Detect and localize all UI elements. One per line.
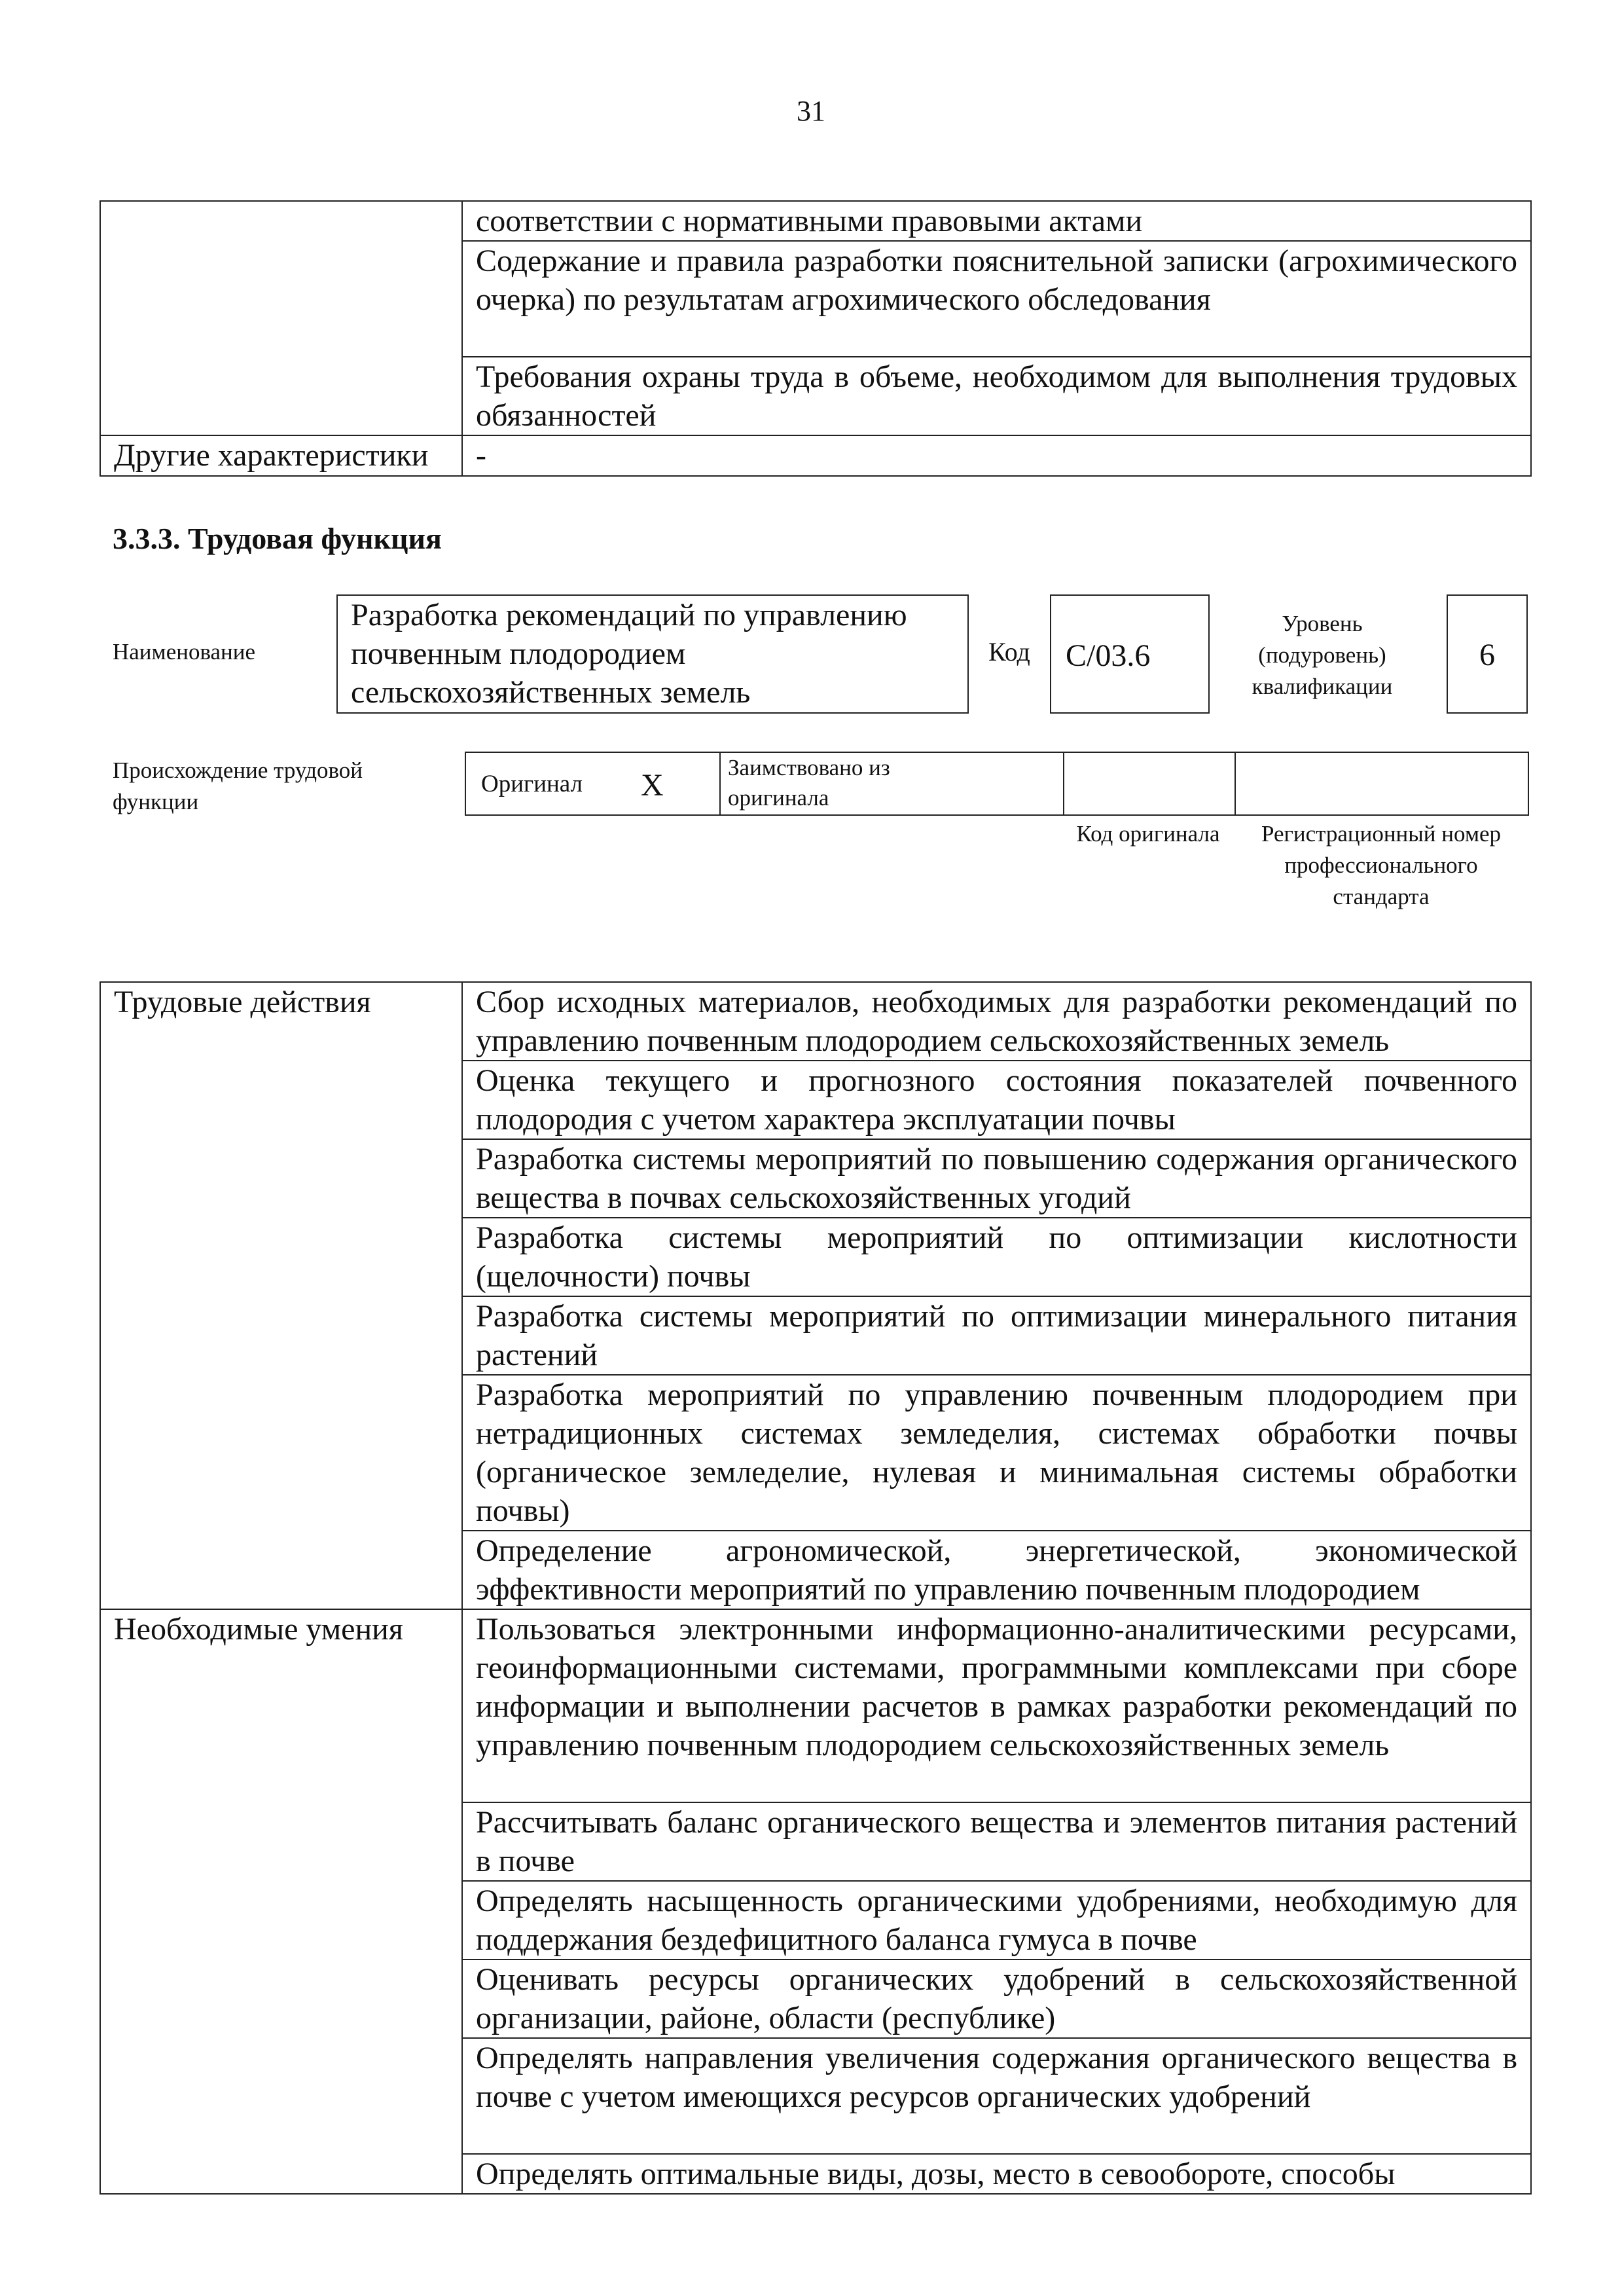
name-label: Наименование [113, 639, 256, 665]
table-cell: Оценивать ресурсы органических удобрений в сельскохозяйственной организации, районе, области (республике) [462, 1959, 1531, 2038]
actions-label: Трудовые действия [100, 982, 462, 1609]
table-cell: Разработка системы мероприятий по повышению содержания органического вещества в почвах сельскохозяйственных угодий [462, 1139, 1531, 1218]
origin-label: Происхождение трудовой функции [113, 757, 363, 814]
empty-label-cell [100, 201, 462, 435]
reg-caption: Регистрационный номер профессионального стандарта [1261, 821, 1502, 909]
other-characteristics-label: Другие характеристики [100, 435, 462, 476]
table-cell: Разработка системы мероприятий по оптимизации минерального питания растений [462, 1296, 1531, 1375]
divider [1063, 753, 1064, 814]
code-label: Код [988, 637, 1030, 666]
skills-label: Необходимые умения [100, 1609, 462, 2194]
table-row [100, 201, 1531, 241]
table-cell: Определять направления увеличения содержания органического вещества в почве с учетом имеющихся ресурсов органических удобрений [462, 2038, 1531, 2154]
table-cell: Содержание и правила разработки пояснительной записки (агрохимического очерка) по результатам агрохимического обследования [462, 241, 1531, 357]
other-characteristics-value: - [462, 435, 1531, 476]
labor-table [99, 981, 1532, 2195]
top-table [99, 200, 1532, 477]
level-label: Уровень (подуровень) квалификации [1252, 611, 1393, 699]
page-number: 31 [797, 95, 825, 127]
table-cell: Разработка системы мероприятий по оптимизации кислотности (щелочности) почвы [462, 1218, 1531, 1296]
table-cell: Оценка текущего и прогнозного состояния показателей почвенного плодородия с учетом характера эксплуатации почвы [462, 1061, 1531, 1139]
original-label: Оригинал [481, 771, 583, 797]
table-cell: Сбор исходных материалов, необходимых для разработки рекомендаций по управлению почвенным плодородием сельскохозяйственных земель [462, 982, 1531, 1061]
table-cell: Определять оптимальные виды, дозы, место в севообороте, способы [462, 2154, 1531, 2194]
table-cell: Требования охраны труда в объеме, необходимом для выполнения трудовых обязанностей [462, 357, 1531, 435]
code-caption: Код оригинала [1076, 821, 1220, 847]
divider [1235, 753, 1236, 814]
table-cell: Пользоваться электронными информационно-аналитическими ресурсами, геоинформационными системами, программными комплексами при сборе информации и выполнении расчетов в рамках разработки рекомендаций по управлению почвенным плодородием сельскохозяйственных земель [462, 1609, 1531, 1802]
name-value: Разработка рекомендаций по управлению почвенным плодородием сельскохозяйственных земель [351, 598, 907, 710]
original-mark: X [641, 768, 664, 803]
table-cell: Определять насыщенность органическими удобрениями, необходимую для поддержания бездефицитного баланса гумуса в почве [462, 1881, 1531, 1959]
borrowed-label: Заимствовано из оригинала [728, 755, 890, 811]
code-value: C/03.6 [1066, 638, 1151, 673]
table-row [100, 435, 1531, 476]
table-cell: Рассчитывать баланс органического вещества и элементов питания растений в почве [462, 1802, 1531, 1881]
table-row [100, 982, 1531, 1061]
table-row [100, 1609, 1531, 1802]
table-cell: Разработка мероприятий по управлению почвенным плодородием при нетрадиционных системах земледелия, системах обработки почвы (органическое земледелие, нулевая и минимальная системы обработки почвы) [462, 1375, 1531, 1531]
original-cell [467, 753, 721, 814]
name-value-box [336, 594, 969, 714]
section-heading: 3.3.3. Трудовая функция [113, 522, 442, 555]
table-cell: Определение агрономической, энергетической, экономической эффективности мероприятий по управлению почвенным плодородием [462, 1531, 1531, 1609]
table-cell: соответствии с нормативными правовыми актами [462, 201, 1531, 241]
origin-box [465, 752, 1529, 816]
code-value-box [1050, 594, 1210, 714]
level-value: 6 [1447, 594, 1528, 714]
